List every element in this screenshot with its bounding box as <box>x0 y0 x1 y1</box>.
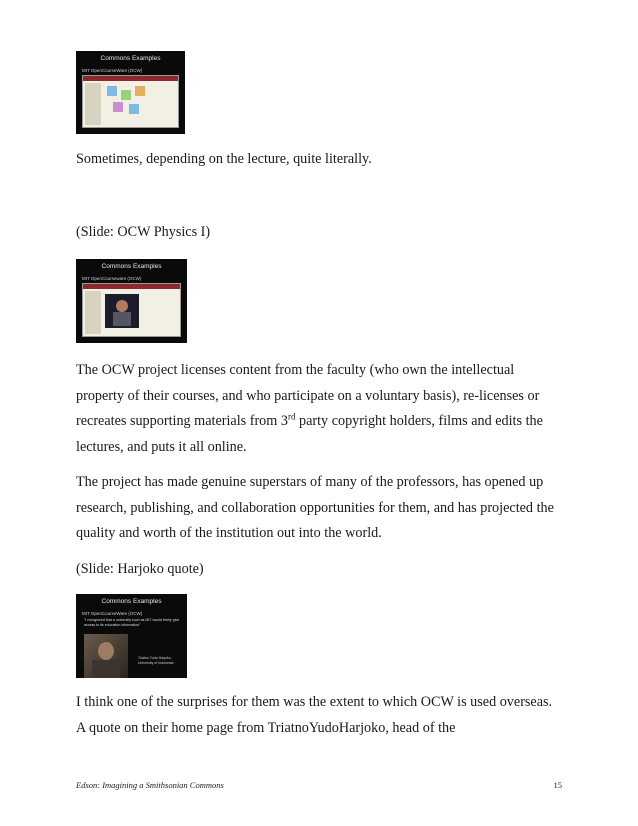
slide-thumbnail-1 <box>76 51 185 134</box>
webpage-screenshot <box>82 283 181 337</box>
webpage-screenshot <box>82 75 179 128</box>
slide-title: Commons Examples <box>101 263 162 270</box>
paragraph: The project has made genuine superstars of many of the professors, has opened up research, publishing, and collaboration opportunities for them, and has projected the quality and worth of the institution out into the world. <box>76 474 554 541</box>
slide-subtitle: MIT OpenCourseWare (OCW) <box>82 611 143 616</box>
slide-thumbnail-2 <box>76 259 187 343</box>
paragraph: (Slide: OCW Physics I) <box>76 224 211 240</box>
slide-subtitle: MIT OpenCourseware (OCW) <box>82 276 142 281</box>
slide-title: Commons Examples <box>100 55 161 62</box>
photo-caption: Triatno Yudo Harjoko, University of Indonesia <box>138 656 174 665</box>
diagram-graphic <box>107 86 147 116</box>
lecturer-figure <box>116 300 128 312</box>
footer-running-title: Edson: Imagining a Smithsonian Commons <box>76 780 224 790</box>
slide-title: Commons Examples <box>101 598 162 605</box>
slide-subtitle: MIT OpenCourseWare (OCW) <box>82 68 143 73</box>
paragraph: The OCW project licenses content from the faculty (who own the intellectual property of their courses, and who participate on a voluntary basis), re-licenses or recreates supporting materials from 3rd party copyright holders, films and edits the lectures, and puts it all online. <box>76 362 543 455</box>
portrait-photo <box>84 634 128 678</box>
paragraph: I think one of the surprises for them was the extent to which OCW is used overseas. A quote on their home page from TriatnoYudoHarjoko, head of the <box>76 694 553 736</box>
video-frame <box>105 294 139 328</box>
slide-thumbnail-3 <box>76 594 187 678</box>
paragraph: Sometimes, depending on the lecture, quite literally. <box>76 151 372 167</box>
paragraph: (Slide: Harjoko quote) <box>76 561 204 577</box>
quote-text: "I recognized that a university such as MIT would freely give access to its education information" <box>84 618 180 627</box>
page-number: 15 <box>553 780 562 790</box>
